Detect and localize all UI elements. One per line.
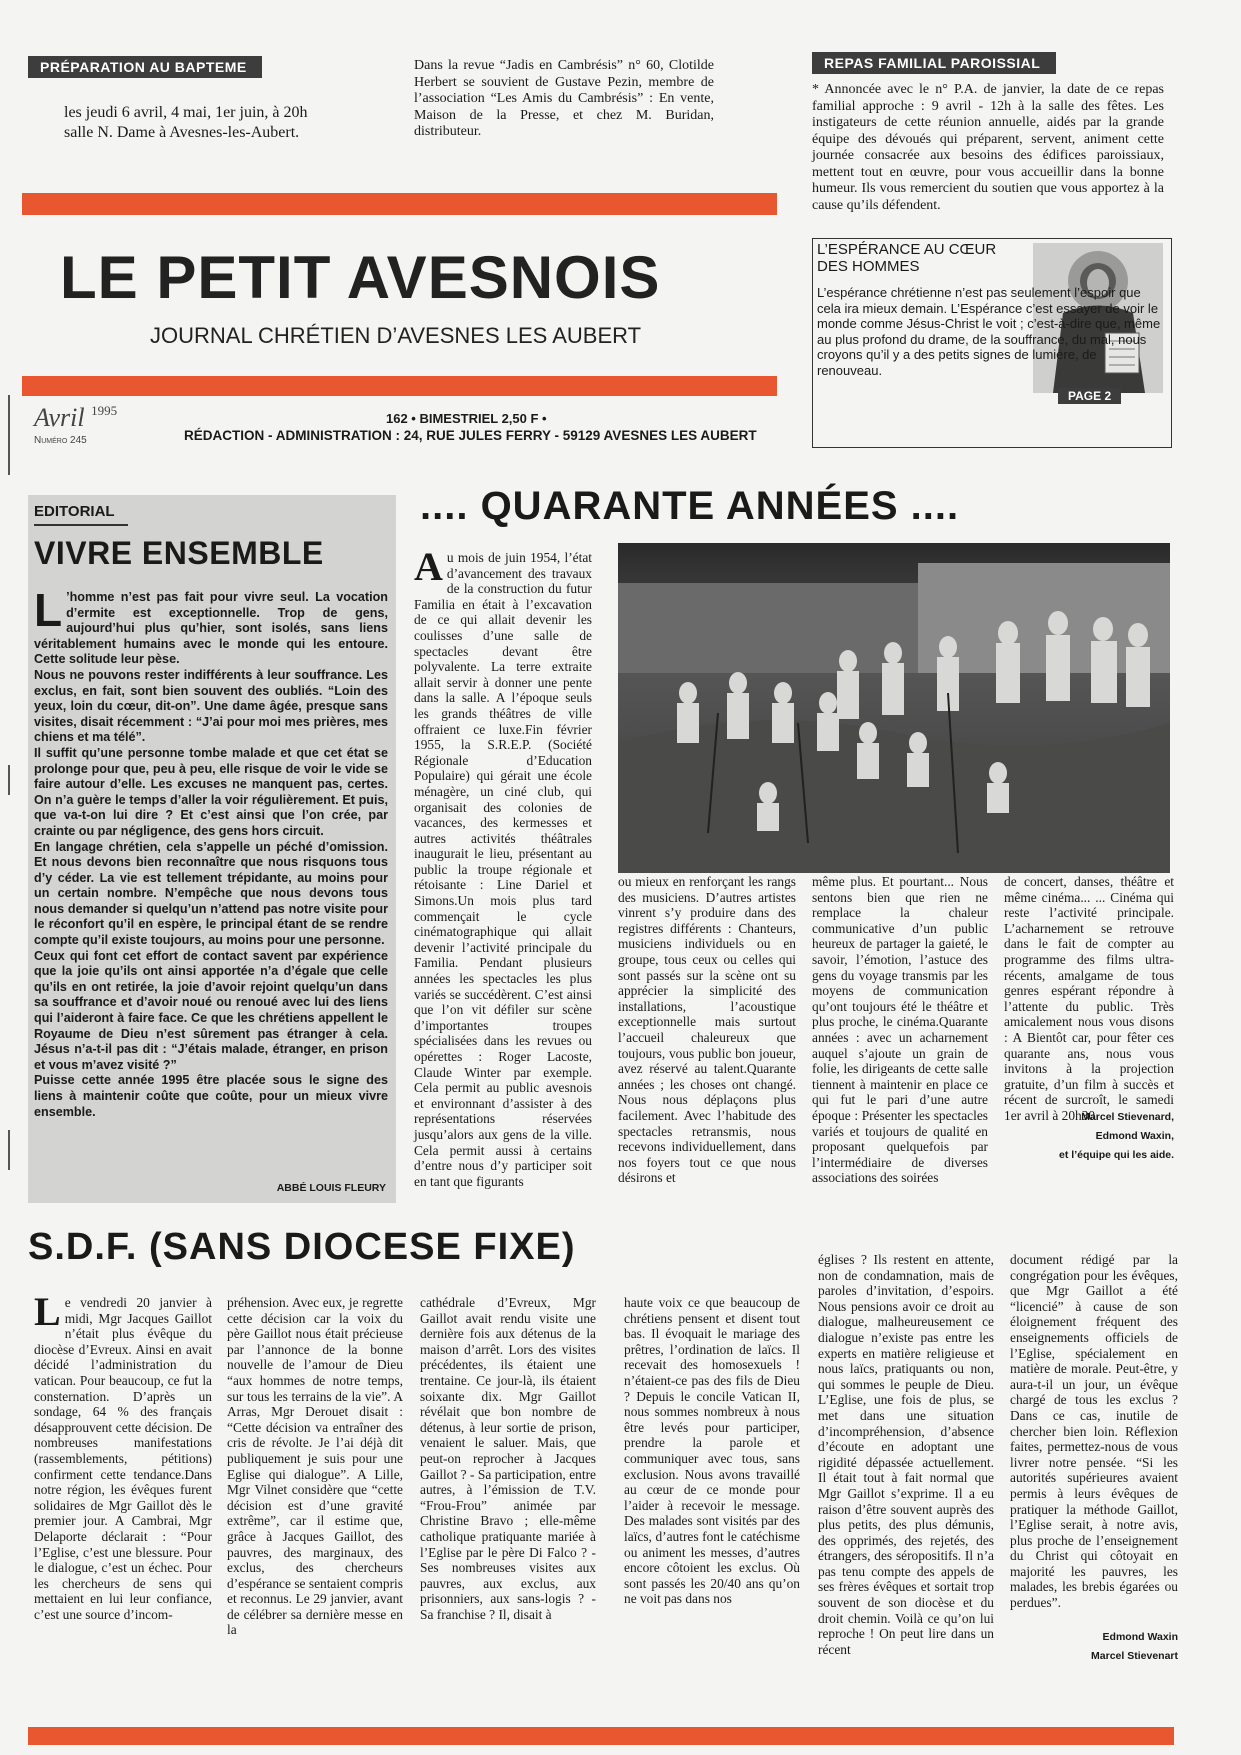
- editorial-para-4: En langage chrétien, cela s’appelle un péché d’omission. Et nous devons bien reconnaître que nous risquons tous d’y céder. La vie est tellement trépidante, au moins pour un certain nombre. N’empêche que nous devons tous nous demander si quelqu’un n’attend pas notre visite pour le réconfort qu’il en espère, le principal étant de se rendre compte qu’il existe toujours, au moins pour une personne.: [34, 839, 388, 948]
- editorial-para-3: Il suffit qu’une personne tombe malade et que cet état se prolonge pour que, peu à peu, elle risque de voir le vide se faire autour d’elle. Les excuses ne manquent pas, certes. On n’a guère le temps d’aller la voir régulièrement. Et puis, que va-t-on lui dire ? Et c’est ainsi que l’on crée, par crainte ou par négligence, des gens hors circuit.: [34, 745, 388, 838]
- bapteme-text: [64, 103, 354, 143]
- masthead-subtitle: JOURNAL CHRÉTIEN D’AVESNES LES AUBERT: [150, 323, 642, 348]
- sdf-col6: document rédigé par la congrégation pour les évêques, que Mgr Gaillot a été “licencié” à cause de son éloignement fréquent des enseignements officiels de l’Eglise, spécialement en matière de morale. Peut-être, y aura-t-il un jour, un évêque chargé de tous les exclus ? Dans ce cas, inutile de chercher bien loin. Réflexion faites, permettez-nous de vous livrer notre pensée. “Si les autorités supérieures avaient permis à leurs évêques de pratiquer la méthode Gaillot, l’Eglise serait, à notre avis, plus proche de l’enseignement du Christ qui côtoyait en majorité les pauvres, les malades, les brebis égarées ou perdues”.: [1010, 1252, 1178, 1611]
- issue-number: Numéro 245: [34, 435, 87, 446]
- quarante-col2: ou mieux en renforçant les rangs des musiciens. D’autres artistes vinrent s’y produire dans des registres différents : Chanteurs, musiciens individuels ou en groupe, tous ceux ou celles qui sont passés sur la scène ont su apprécier la simplicité des installations, l’acoustique exceptionnelle mais surtout l’accueil chaleureux que toujours, vous public bon joueur, avez réservé au talent.Quarante années ; les choses ont changé. Nous nous déplaçons plus facilement. Avec l’habitude des spectacles retransmis, nous recevons individuellement, dans nos foyers tout ce que nous désirons et: [618, 874, 796, 1186]
- page-badge[interactable]: PAGE 2: [1058, 388, 1121, 404]
- sdf-col2: préhension. Avec eux, je regrette cette décision car la voix du père Gaillot nous était précieuse par l’annonce de la bonne nouvelle de l’amour de Dieu “aux hommes de notre temps, sur tous les terrains de la vie”. A Arras, Mgr Derouet disait : “Cette décision va entraîner des cris de révolte. Je l’ai déjà dit publiquement je suis pour une Eglise qui dialogue”. A Lille, Mgr Vilnet considère que “cette décision est d’une gravité extrême”, car il estime que, grâce à Jacques Gaillot, des pauvres, des marginaux, des exclus, des chercheurs d’espérance se sentaient compris et reconnus. Le 29 janvier, avant de célébrer sa dernière messe en la: [227, 1295, 403, 1638]
- quarante-col4: de concert, danses, théâtre et même cinéma... ... Cinéma qui reste l’activité principale. L’acharnement se retrouve dans le fait de compter au programme des films ultra-récents, amalgame de tous genres espérant répondre à l’attente du public. Très amicalement nous vous disons : A Bientôt car, pour fêter ces quarante ans, nous vous invitons à la projection gratuite, d’un film à succès et récent de surcroît, le samedi 1er avril à 20h30: [1004, 874, 1174, 1123]
- quarante-col3: même plus. Et pourtant... Nous sentons bien que rien ne remplace la chaleur communicative d’un public heureux de partager la gaieté, le savoir, l’émotion, l’astuce des gens du voyage transmis par les moyens de communication qu’ont toujours été le théâtre et plus proche, le cinéma.Quarante années : avec un acharnement auquel s’ajoute un grain de folie, les dirigeants de cette salle tiennent à maintenir en place ce qui fut le pari d’une autre époque : Présenter les spectacles variés et toujours de qualité en proposant quelquefois par l’intermédiaire de diverses associations des soirées: [812, 874, 988, 1186]
- sdf-sig2: Marcel Stievenart: [1091, 1650, 1178, 1662]
- esperance-text: L’espérance chrétienne n’est pas seulement l’espoir que cela ira mieux demain. L’Espérance c’est essayer de voir le monde comme Jésus-Christ le voit ; c’est-à-dire que, même au plus profond du drame, de la souffrance, du mal, nous croyons qu’il y a des petits signes de lumière, de renouveau.: [817, 285, 1161, 378]
- editorial-para-1: ’homme n’est pas fait pour vivre seul. La vocation d’ermite est exceptionnelle. Trop de gens, aujourd’hui plus qu’hier, sont isolés, sans liens véritablement humains avec le monde qui les entoure. Cette solitude leur pèse.: [34, 590, 388, 667]
- repas-label: REPAS FAMILIAL PAROISSIAL: [812, 52, 1056, 74]
- editorial-para-5: Ceux qui font cet effort de contact savent par expérience que la joie qu’ils ont ainsi apportée n’a d’égale que celle qu’ils en ont retirée, la joie d’avoir rejoint quelqu’un dans sa souffrance et d’avoir noué ou renoué avec lui des liens qui l’aideront à faire face. Ce que les chrétiens appellent le Royaume de Dieu n’est sûrement pas étranger à cela. Jésus n’a-t-il pas dit : “J’étais malade, étranger, en prison et vous m’avez visité ?”: [34, 948, 388, 1072]
- bapteme-line2: salle N. Dame à Avesnes-les-Aubert.: [64, 124, 300, 141]
- sdf-col3: cathédrale d’Evreux, Mgr Gaillot avait rendu visite une dernière fois aux détenus de la maison d’arrêt. Lors des visites précédentes, ils étaient une trentaine. Ce jour-là, ils étaient soixante dix. Mgr Gaillot révélait que bon nombre de détenus, à leur sortie de prison, venaient le saluer. Mais, que peut-on reprocher à Jacques Gaillot ? - Sa participation, entre autres, à l’émission de T.V. “Frou-Frou” animée par Christine Bravo ; elle-même catholique pratiquante mariée à l’Eglise par le père Di Falco ? - Ses nombreuses visites aux pauvres, aux exclus, aux prisonniers, aux sans-logis ? - Sa franchise ? Il, disait à: [420, 1295, 596, 1622]
- editorial-signature: ABBÉ LOUIS FLEURY: [276, 1182, 386, 1194]
- quarante-signatures: [1004, 1108, 1174, 1165]
- workers-photo: [618, 543, 1170, 873]
- editorial-title: VIVRE ENSEMBLE: [34, 535, 324, 571]
- sdf-dropcap: L: [34, 1289, 61, 1334]
- issue-month: [34, 403, 117, 433]
- sdf-signatures: [1010, 1628, 1178, 1666]
- quarante-dropcap: A: [414, 544, 443, 589]
- esperance-title-line1: L’ESPÉRANCE AU CŒUR: [817, 241, 997, 258]
- editorial-para-6: Puisse cette année 1995 être placée sous le signe des liens à maintenir coûte que coûte, pour un mieux vivre ensemble.: [34, 1073, 388, 1119]
- sdf-sig1: Edmond Waxin: [1102, 1631, 1178, 1643]
- masthead-title: LE PETIT AVESNOIS: [60, 244, 661, 311]
- quarante-col1-text: u mois de juin 1954, l’état d’avancement des travaux de la construction du futur Familia en était à l’excavation de ce qui allait devenir les coulisses d’une salle de spectacles devant être polyvalente. La terre extraite allait servir à donner une pente dans la salle. A l’époque seuls les grands théâtres de ville offraient ce luxe.Fin février 1955, la S.R.E.P. (Société Régionale d’Education Populaire) qui gérait une école ménagère, un ciné club, qui organisait des colonies de vacances, des kermesses et autres activités théâtrales inaugurait le lieu, présentant au public la troupe régionale et rétoisante : Line Dariel et Simons.Un mois plus tard commençait le cycle cinématographique qui allait devenir l’activité principale du Familia. Pendant plusieurs années les spectacles les plus variés se succédèrent. C’est ainsi que l’on vit défiler sur scène d’importantes troupes spécialisées dans les revues ou opérettes : Roger Lacoste, Claude Winter par exemple. Cela permit au public avesnois et environnant d’assister à des représentations réservées jusqu’alors aux gens de la ville. Cela permit aussi à certains d’entre nous d’y participer soit en tant que figurants: [414, 550, 592, 1189]
- sdf-col1: [34, 1289, 212, 1622]
- month-label: Avril: [34, 403, 85, 432]
- bapteme-label: PRÉPARATION AU BAPTEME: [28, 56, 262, 78]
- editorial-para-2: Nous ne pouvons rester indifférents à leur souffrance. Les exclus, en fait, sont bien souvent des oubliés. “Loin des yeux, loin du cœur, dit-on”. Une dame âgée, presque sans visites, disait récemment : “J’ai pour moi mes prières, mes chiens et ma télé”.: [34, 667, 388, 745]
- address-line: RÉDACTION - ADMINISTRATION : 24, RUE JULES FERRY - 59129 AVESNES LES AUBERT: [184, 428, 757, 443]
- top-red-bar: [22, 193, 777, 215]
- quarante-sig2: Edmond Waxin,: [1095, 1130, 1174, 1142]
- sdf-title: S.D.F. (SANS DIOCESE FIXE): [28, 1226, 576, 1268]
- editorial-body: [34, 584, 388, 1120]
- revue-text: Dans la revue “Jadis en Cambrésis” n° 60, Clotilde Herbert se souvient de Gustave Pezin, membre de l’association “Les Amis du Cambrésis” : En vente, Maison de la Presse, et chez M. Buridan, distributeur.: [414, 58, 714, 139]
- sdf-col5: églises ? Ils restent en attente, non de condamnation, mais de paroles d’invitation, d’espoirs. Nous pensions avoir ce droit au dialogue, malheureusement ce dialogue n’existe pas entre les experts en matière religieuse et nous laïcs, pratiquants ou non, qui sommes le peuple de Dieu. L’Eglise, une fois de plus, se met dans une situation d’incompréhension, d’absence d’écoute en adoptant une rigidité dépassée actuellement. Il était tout à fait normal que Mgr Gaillot s’exprime. Il a eu raison d’être souvent auprès des plus petits, des plus démunis, des opprimés, des rejetés, des étrangers, des séropositifs. Il n’a pas tenu compte des appels de ses frères évêques et sortait trop souvent de son diocèse et du droit chemin. Voilà ce qu’on lui reproche ! On peut lire dans un récent: [818, 1252, 994, 1657]
- editorial-dropcap: L: [34, 584, 63, 636]
- price-line: 162 • BIMESTRIEL 2,50 F •: [386, 411, 547, 426]
- esperance-box: [812, 238, 1172, 448]
- sdf-col4: haute voix ce que beaucoup de chrétiens pensent et disent tout bas. Il évoquait le mariage des prêtres, l’ordination de laïcs. Il recevait des homosexuels ! n’étaient-ce pas des fils de Dieu ? Depuis le concile Vatican II, nous sommes nombreux à nous être levés pour participer, prendre la parole et communiquer avec tous, sans exclusion. Nous avons travaillé au cœur de ce monde pour l’aider à recevoir le message. Des malades sont visités par des laïcs, d’autres font le catéchisme ou animent les messes, d’autres encore côtoient les exclus. Où sont passés les 20/40 ans qu’on ne voit pas dans nos: [624, 1295, 800, 1607]
- bapteme-line1: les jeudi 6 avril, 4 mai, 1er juin, à 20h: [64, 104, 308, 121]
- quarante-sig3: et l’équipe qui les aide.: [1059, 1149, 1174, 1161]
- bottom-red-bar: [28, 1727, 1174, 1745]
- esperance-title-line2: DES HOMMES: [817, 258, 920, 275]
- year-label: 1995: [91, 403, 118, 418]
- quarante-sig1: Marcel Stievenard,: [1081, 1111, 1174, 1123]
- quarante-title: .... QUARANTE ANNÉES ....: [420, 484, 960, 528]
- sdf-col1-text: e vendredi 20 janvier à midi, Mgr Jacques Gaillot n’était plus évêque du diocèse d’Evreux. Ainsi en avait décidé l’administration du vatican. Pour beaucoup, ce fut la consternation. D’après un sondage, 64 % des français désapprouvent cette décision. De nombreuses manifestations (rassemblements, pétitions) confirment cette tendance.Dans notre région, les évêques furent solidaires de Mgr Gaillot dès le premier jour. A Cambrai, Mgr Delaporte déclarait : “Pour l’Eglise, c’est une blessure. Pour le dialogue, c’est un échec. Pour les chercheurs de sens qui mettaient en lui leur confiance, c’est une source d’incom-: [34, 1295, 212, 1622]
- quarante-col1: [414, 544, 592, 1189]
- repas-text: * Annoncée avec le n° P.A. de janvier, la date de ce repas familial approche : 9 avril - 12h à la salle des fêtes. Les instigateurs de cette réunion annuelle, aidés par la grande équipe des dévoués qui préparent, servent, animent cette journée consacrée aux besoins des édifices paroissiaux, mettent tout en œuvre, pour vous accueillir dans la bonne humeur. Ils vous remercient du soutien que vous apportez à la cause qu’ils défendent.: [812, 82, 1164, 213]
- masthead-red-bar: [22, 376, 777, 396]
- editorial-kicker: EDITORIAL: [34, 503, 115, 520]
- esperance-title: [817, 241, 996, 275]
